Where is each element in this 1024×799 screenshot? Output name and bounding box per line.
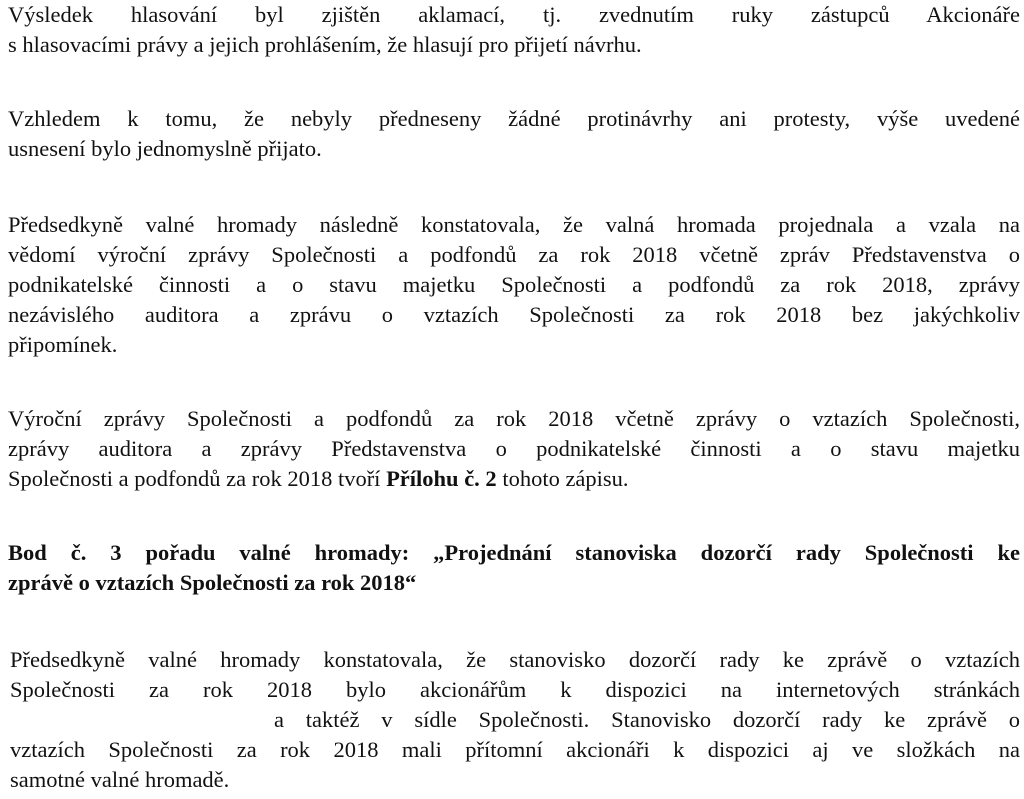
paragraph-annual-reports-noted [8,210,1020,360]
text-line [8,464,1020,494]
paragraph-annex-reference [8,404,1020,494]
paragraph-voting-result [8,0,1020,60]
text-line: vědomí výroční zprávy Společnosti a podfondů za rok 2018 včetně zpráv Představenstva o [8,242,1020,267]
agenda-item-heading [8,538,1020,598]
text-line: usnesení bylo jednomyslně přijato. [8,136,322,161]
text-line: nezávislého auditora a zprávu o vztazích Společnosti za rok 2018 bez jakýchkoliv [8,302,1020,327]
text-line: Výroční zprávy Společnosti a podfondů za rok 2018 včetně zprávy o vztazích Společnosti, [8,406,1020,431]
text-line: Společnosti za rok 2018 bylo akcionářům k dispozici na internetových stránkách [10,677,1020,702]
paragraph-resolution-adopted [8,104,1020,164]
text-segment: tohoto zápisu. [496,466,629,491]
text-line: připomínek. [8,332,118,357]
heading-line: Bod č. 3 pořadu valné hromady: „Projednání stanoviska dozorčí rady Společnosti ke [8,540,1020,565]
text-line: vztazích Společnosti za rok 2018 mali přítomní akcionáři k dispozici aj ve složkách na [10,737,1020,762]
text-line: Výsledek hlasování byl zjištěn aklamací, tj. zvednutím ruky zástupců Akcionáře [8,2,1020,27]
text-line: Předsedkyně valné hromady následně konstatovala, že valná hromada projednala a vzala na [8,212,1020,237]
heading-line: zprávě o vztazích Společnosti za rok 2018“ [8,570,417,595]
text-segment: a taktéž v sídle Společnosti. Stanovisko dozorčí rady ke zprávě o [274,707,1020,732]
text-line: podnikatelské činnosti a o stavu majetku Společnosti a podfondů za rok 2018, zprávy [8,272,1020,297]
paragraph-supervisory-board-opinion [10,645,1020,795]
text-line: zprávy auditora a zprávy Představenstva o podnikatelské činnosti a o stavu majetku [8,436,1020,461]
text-segment: Společnosti a podfondů za rok 2018 tvoří [8,466,387,491]
text-line: samotné valné hromadě. [10,767,230,792]
annex-reference-bold: Přílohu č. 2 [386,466,497,491]
text-line: Vzhledem k tomu, že nebyly předneseny žádné protinávrhy ani protesty, výše uvedené [8,106,1020,131]
text-line: s hlasovacími právy a jejich prohlášením, že hlasují pro přijetí návrhu. [8,32,642,57]
text-line: Předsedkyně valné hromady konstatovala, že stanovisko dozorčí rady ke zprávě o vztazích [10,647,1020,672]
text-line [10,705,1020,735]
